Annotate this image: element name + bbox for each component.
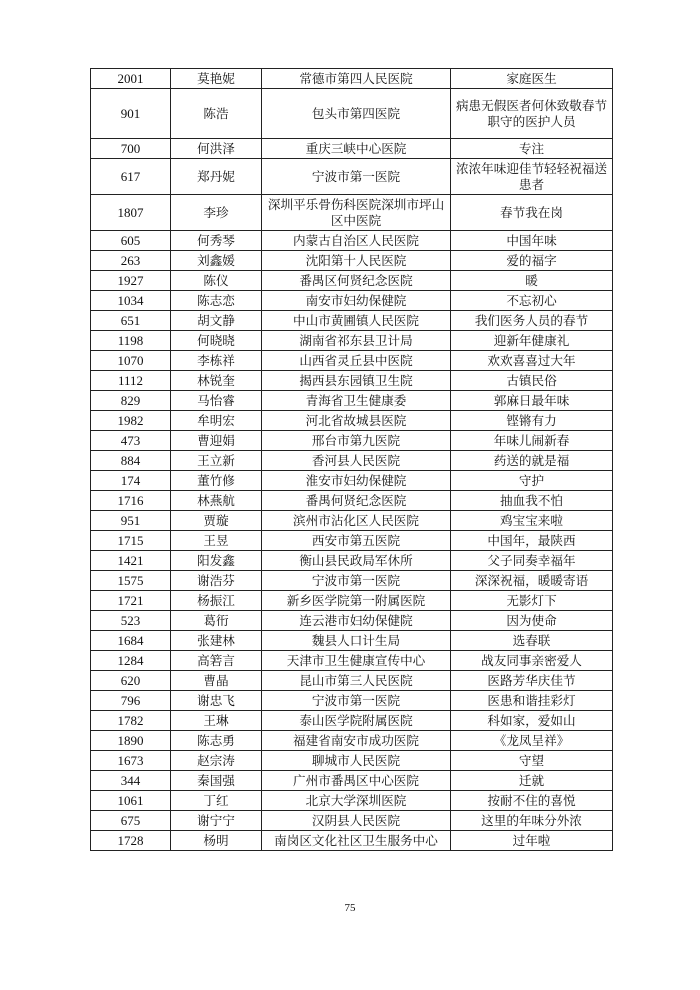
table-row	[91, 671, 613, 691]
organization-cell: 沈阳第十人民医院	[262, 251, 451, 271]
table-row	[91, 571, 613, 591]
entry-number-cell: 884	[91, 451, 171, 471]
table-row	[91, 791, 613, 811]
table-row	[91, 271, 613, 291]
work-title-cell: 因为使命	[451, 611, 613, 631]
work-title-cell: 战友同事亲密爱人	[451, 651, 613, 671]
work-title-cell: 铿锵有力	[451, 411, 613, 431]
author-name-cell: 陈志恋	[171, 291, 262, 311]
table-row	[91, 291, 613, 311]
organization-cell: 邢台市第九医院	[262, 431, 451, 451]
work-title-cell: 抽血我不怕	[451, 491, 613, 511]
author-name-cell: 阳发鑫	[171, 551, 262, 571]
organization-cell: 新乡医学院第一附属医院	[262, 591, 451, 611]
organization-cell: 宁波市第一医院	[262, 571, 451, 591]
work-title-cell: 按耐不住的喜悦	[451, 791, 613, 811]
table-row	[91, 411, 613, 431]
entry-number-cell: 1890	[91, 731, 171, 751]
entry-number-cell: 675	[91, 811, 171, 831]
author-name-cell: 马怡睿	[171, 391, 262, 411]
entry-number-cell: 174	[91, 471, 171, 491]
organization-cell: 番禺何贤纪念医院	[262, 491, 451, 511]
work-title-cell: 暖	[451, 271, 613, 291]
entry-number-cell: 523	[91, 611, 171, 631]
organization-cell: 昆山市第三人民医院	[262, 671, 451, 691]
author-name-cell: 王琳	[171, 711, 262, 731]
table-row	[91, 139, 613, 159]
author-name-cell: 林锐奎	[171, 371, 262, 391]
author-name-cell: 杨明	[171, 831, 262, 851]
work-title-cell: 年味儿闹新春	[451, 431, 613, 451]
work-title-cell: 无影灯下	[451, 591, 613, 611]
author-name-cell: 郑丹妮	[171, 159, 262, 195]
entry-number-cell: 1284	[91, 651, 171, 671]
work-title-cell: 药送的就是福	[451, 451, 613, 471]
table-row	[91, 771, 613, 791]
author-name-cell: 林燕航	[171, 491, 262, 511]
organization-cell: 番禺区何贤纪念医院	[262, 271, 451, 291]
organization-cell: 汉阴县人民医院	[262, 811, 451, 831]
author-name-cell: 王昱	[171, 531, 262, 551]
organization-cell: 南岗区文化社区卫生服务中心	[262, 831, 451, 851]
author-name-cell: 李珍	[171, 195, 262, 231]
table-row	[91, 331, 613, 351]
table-row	[91, 89, 613, 139]
entry-number-cell: 651	[91, 311, 171, 331]
work-title-cell: 郭麻日最年味	[451, 391, 613, 411]
work-title-cell: 浓浓年味迎佳节轻轻祝福送患者	[451, 159, 613, 195]
organization-cell: 香河县人民医院	[262, 451, 451, 471]
author-name-cell: 谢忠飞	[171, 691, 262, 711]
work-title-cell: 医路芳华庆佳节	[451, 671, 613, 691]
author-name-cell: 杨振江	[171, 591, 262, 611]
table-row	[91, 195, 613, 231]
table-row	[91, 471, 613, 491]
table-row	[91, 451, 613, 471]
entries-table	[90, 68, 613, 851]
work-title-cell: 科如家，爱如山	[451, 711, 613, 731]
organization-cell: 山西省灵丘县中医院	[262, 351, 451, 371]
author-name-cell: 陈浩	[171, 89, 262, 139]
organization-cell: 青海省卫生健康委	[262, 391, 451, 411]
table-row	[91, 371, 613, 391]
work-title-cell: 古镇民俗	[451, 371, 613, 391]
author-name-cell: 王立新	[171, 451, 262, 471]
organization-cell: 常德市第四人民医院	[262, 69, 451, 89]
table-row	[91, 351, 613, 371]
organization-cell: 包头市第四医院	[262, 89, 451, 139]
work-title-cell: 病患无假医者何休致敬春节职守的医护人员	[451, 89, 613, 139]
organization-cell: 揭西县东园镇卫生院	[262, 371, 451, 391]
table-row	[91, 551, 613, 571]
work-title-cell: 春节我在岗	[451, 195, 613, 231]
entry-number-cell: 1721	[91, 591, 171, 611]
author-name-cell: 何秀琴	[171, 231, 262, 251]
table-row	[91, 631, 613, 651]
entry-number-cell: 796	[91, 691, 171, 711]
work-title-cell: 深深祝福，暖暖寄语	[451, 571, 613, 591]
entry-number-cell: 1927	[91, 271, 171, 291]
entry-number-cell: 1684	[91, 631, 171, 651]
organization-cell: 内蒙古自治区人民医院	[262, 231, 451, 251]
organization-cell: 北京大学深圳医院	[262, 791, 451, 811]
organization-cell: 宁波市第一医院	[262, 159, 451, 195]
author-name-cell: 何晓晓	[171, 331, 262, 351]
author-name-cell: 胡文静	[171, 311, 262, 331]
organization-cell: 泰山医学院附属医院	[262, 711, 451, 731]
author-name-cell: 莫艳妮	[171, 69, 262, 89]
entry-number-cell: 1061	[91, 791, 171, 811]
author-name-cell: 赵宗涛	[171, 751, 262, 771]
entry-number-cell: 1575	[91, 571, 171, 591]
work-title-cell: 爱的福字	[451, 251, 613, 271]
work-title-cell: 欢欢喜喜过大年	[451, 351, 613, 371]
work-title-cell: 过年啦	[451, 831, 613, 851]
table-row	[91, 651, 613, 671]
organization-cell: 衡山县民政局军休所	[262, 551, 451, 571]
organization-cell: 深圳平乐骨伤科医院深圳市坪山区中医院	[262, 195, 451, 231]
table-row	[91, 311, 613, 331]
work-title-cell: 选春联	[451, 631, 613, 651]
table-row	[91, 711, 613, 731]
entry-number-cell: 473	[91, 431, 171, 451]
organization-cell: 魏县人口计生局	[262, 631, 451, 651]
author-name-cell: 丁红	[171, 791, 262, 811]
organization-cell: 广州市番禺区中心医院	[262, 771, 451, 791]
entry-number-cell: 344	[91, 771, 171, 791]
entry-number-cell: 901	[91, 89, 171, 139]
entry-number-cell: 1728	[91, 831, 171, 851]
author-name-cell: 曹迎娟	[171, 431, 262, 451]
work-title-cell: 家庭医生	[451, 69, 613, 89]
author-name-cell: 贾璇	[171, 511, 262, 531]
table-row	[91, 491, 613, 511]
table-row	[91, 231, 613, 251]
author-name-cell: 谢宁宁	[171, 811, 262, 831]
author-name-cell: 张建林	[171, 631, 262, 651]
author-name-cell: 陈仪	[171, 271, 262, 291]
organization-cell: 西安市第五医院	[262, 531, 451, 551]
entry-number-cell: 1716	[91, 491, 171, 511]
work-title-cell: 我们医务人员的春节	[451, 311, 613, 331]
work-title-cell: 中国年味	[451, 231, 613, 251]
entry-number-cell: 1715	[91, 531, 171, 551]
table-row	[91, 751, 613, 771]
table-row	[91, 391, 613, 411]
table-row	[91, 591, 613, 611]
table-row	[91, 831, 613, 851]
work-title-cell: 父子同奏幸福年	[451, 551, 613, 571]
table-row	[91, 69, 613, 89]
author-name-cell: 曹晶	[171, 671, 262, 691]
organization-cell: 湖南省祁东县卫计局	[262, 331, 451, 351]
organization-cell: 连云港市妇幼保健院	[262, 611, 451, 631]
entry-number-cell: 951	[91, 511, 171, 531]
entry-number-cell: 1421	[91, 551, 171, 571]
work-title-cell: 这里的年味分外浓	[451, 811, 613, 831]
table-row	[91, 511, 613, 531]
entry-number-cell: 829	[91, 391, 171, 411]
entry-number-cell: 617	[91, 159, 171, 195]
organization-cell: 中山市黄圃镇人民医院	[262, 311, 451, 331]
work-title-cell: 迁就	[451, 771, 613, 791]
table-row	[91, 691, 613, 711]
entry-number-cell: 263	[91, 251, 171, 271]
table-row	[91, 731, 613, 751]
author-name-cell: 葛衎	[171, 611, 262, 631]
organization-cell: 天津市卫生健康宣传中心	[262, 651, 451, 671]
page-number: 75	[344, 902, 356, 914]
work-title-cell: 专注	[451, 139, 613, 159]
author-name-cell: 高箬言	[171, 651, 262, 671]
entry-number-cell: 1782	[91, 711, 171, 731]
work-title-cell: 鸡宝宝来啦	[451, 511, 613, 531]
author-name-cell: 牟明宏	[171, 411, 262, 431]
author-name-cell: 刘鑫媛	[171, 251, 262, 271]
work-title-cell: 迎新年健康礼	[451, 331, 613, 351]
organization-cell: 淮安市妇幼保健院	[262, 471, 451, 491]
work-title-cell: 不忘初心	[451, 291, 613, 311]
author-name-cell: 李栋祥	[171, 351, 262, 371]
organization-cell: 福建省南安市成功医院	[262, 731, 451, 751]
work-title-cell: 守护	[451, 471, 613, 491]
entry-number-cell: 1198	[91, 331, 171, 351]
entry-number-cell: 2001	[91, 69, 171, 89]
organization-cell: 重庆三峡中心医院	[262, 139, 451, 159]
entry-number-cell: 1982	[91, 411, 171, 431]
work-title-cell: 中国年，最陕西	[451, 531, 613, 551]
table-row	[91, 811, 613, 831]
entry-number-cell: 620	[91, 671, 171, 691]
organization-cell: 南安市妇幼保健院	[262, 291, 451, 311]
table-row	[91, 431, 613, 451]
table-row	[91, 611, 613, 631]
table-body	[91, 69, 613, 851]
organization-cell: 聊城市人民医院	[262, 751, 451, 771]
author-name-cell: 秦国强	[171, 771, 262, 791]
author-name-cell: 陈志勇	[171, 731, 262, 751]
author-name-cell: 谢浩芬	[171, 571, 262, 591]
work-title-cell: 医患和谐挂彩灯	[451, 691, 613, 711]
entry-number-cell: 1070	[91, 351, 171, 371]
table-row	[91, 159, 613, 195]
entry-number-cell: 605	[91, 231, 171, 251]
organization-cell: 宁波市第一医院	[262, 691, 451, 711]
table-row	[91, 531, 613, 551]
organization-cell: 滨州市沾化区人民医院	[262, 511, 451, 531]
author-name-cell: 董竹修	[171, 471, 262, 491]
entry-number-cell: 1034	[91, 291, 171, 311]
entry-number-cell: 1112	[91, 371, 171, 391]
author-name-cell: 何洪泽	[171, 139, 262, 159]
table-row	[91, 251, 613, 271]
work-title-cell: 《龙凤呈祥》	[451, 731, 613, 751]
organization-cell: 河北省故城县医院	[262, 411, 451, 431]
work-title-cell: 守望	[451, 751, 613, 771]
entry-number-cell: 1673	[91, 751, 171, 771]
entry-number-cell: 700	[91, 139, 171, 159]
entry-number-cell: 1807	[91, 195, 171, 231]
